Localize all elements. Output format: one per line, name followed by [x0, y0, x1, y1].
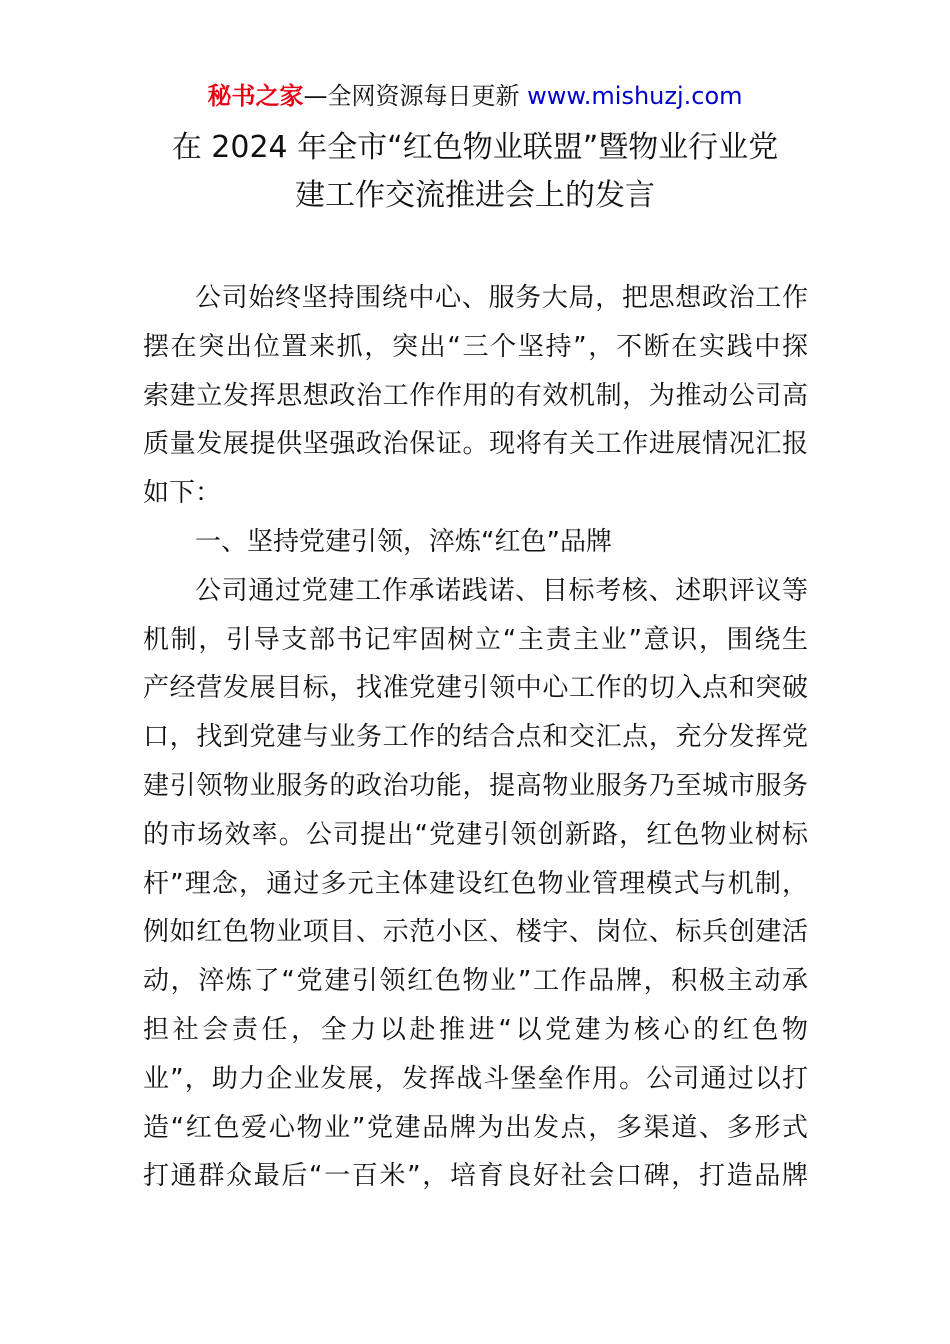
header-tagline: —全网资源每日更新 — [303, 82, 528, 110]
text-line: 口，找到党建与业务工作的结合点和交汇点，充分发挥党 — [143, 722, 808, 753]
document-body — [143, 274, 808, 1201]
brand-name: 秘书之家 — [207, 82, 304, 110]
site-header — [0, 80, 950, 112]
text-line: 摆在突出位置来抓，突出“三个坚持”，不断在实践中探 — [143, 331, 808, 362]
text-line: 造“红色爱心物业”党建品牌为出发点，多渠道、多形式 — [143, 1112, 808, 1143]
text-line: 担社会责任，全力以赴推进“以党建为核心的红色物 — [143, 1014, 808, 1045]
text-line: 杆”理念，通过多元主体建设红色物业管理模式与机制， — [143, 868, 808, 899]
text-line: 打通群众最后“一百米”，培育良好社会口碑，打造品牌 — [143, 1161, 808, 1192]
intro-paragraph — [143, 274, 808, 518]
text-line: 索建立发挥思想政治工作作用的有效机制，为推动公司高 — [143, 380, 808, 411]
body-paragraph — [143, 567, 808, 1201]
text-line: 的市场效率。公司提出“党建引领创新路，红色物业树标 — [143, 819, 808, 850]
text-line: 公司始终坚持围绕中心、服务大局，把思想政治工作 — [195, 283, 808, 313]
text-line: 产经营发展目标，找准党建引领中心工作的切入点和突破 — [143, 673, 808, 704]
section-heading — [143, 518, 808, 567]
text-line: 例如红色物业项目、示范小区、楼宇、岗位、标兵创建活 — [143, 917, 808, 948]
document-title — [120, 124, 830, 220]
text-line: 动，淬炼了“党建引领红色物业”工作品牌，积极主动承 — [143, 966, 808, 997]
text-line: 如下： — [143, 478, 222, 509]
site-url-link[interactable]: www.mishuzj.com — [527, 82, 743, 110]
text-line: 公司通过党建工作承诺践诺、目标考核、述职评议等 — [195, 575, 808, 606]
title-line: 在 2024 年全市“红色物业联盟”暨物业行业党 — [171, 130, 779, 165]
title-line: 建工作交流推进会上的发言 — [295, 178, 655, 213]
text-line: 业”，助力企业发展，发挥战斗堡垒作用。公司通过以打 — [143, 1063, 808, 1094]
text-line: 建引领物业服务的政治功能，提高物业服务乃至城市服务 — [143, 770, 808, 801]
text-line: 机制，引导支部书记牢固树立“主责主业”意识，围绕生 — [143, 624, 808, 655]
section-heading-text: 一、坚持党建引领，淬炼“红色”品牌 — [195, 526, 612, 557]
text-line: 质量发展提供坚强政治保证。现将有关工作进展情况汇报 — [143, 429, 808, 460]
